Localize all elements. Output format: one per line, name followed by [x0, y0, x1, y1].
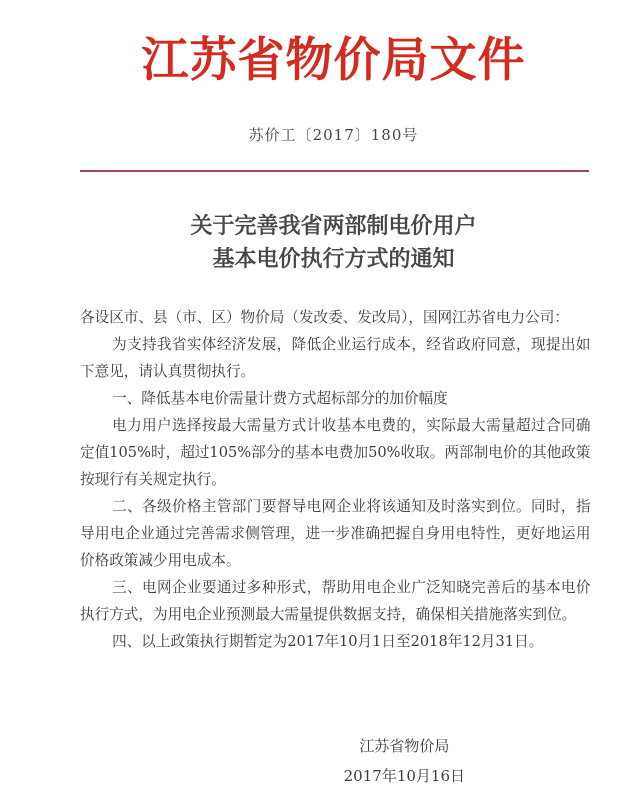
- red-divider-rule: [80, 170, 589, 172]
- notice-title-line-1: 关于完善我省两部制电价用户: [190, 213, 477, 239]
- signature-block: [344, 731, 465, 791]
- signature-date: 2017年10月16日: [343, 767, 465, 785]
- letterhead-title: 江苏省物价局文件: [141, 33, 526, 88]
- document-body: [80, 304, 591, 655]
- notice-title: [80, 210, 587, 276]
- salutation-line: 各设区市、县（市、区）物价局（发改委、发改局），国网江苏省电力公司：: [80, 309, 569, 326]
- body-paragraph-item-1-heading: 一、降低基本电价需量计费方式超标部分的加价幅度: [112, 390, 448, 407]
- notice-title-line-2: 基本电价执行方式的通知: [212, 246, 455, 272]
- doc-number: 苏价工〔2017〕180号: [248, 126, 419, 144]
- body-paragraph-item-2: 二、各级价格主管部门要督导电网企业将该通知及时落实到位。同时，指导用电企业通过完善需求侧管理，进一步准确把握自身用电特性，更好地运用价格政策减少用电成本。: [80, 498, 591, 569]
- body-paragraph-intro: 为支持我省实体经济发展，降低企业运行成本，经省政府同意，现提出如下意见，请认真贯彻执行。: [80, 336, 591, 380]
- body-paragraph-item-4: 四、以上政策执行期暂定为2017年10月1日至2018年12月31日。: [112, 633, 544, 650]
- signature-agency: 江苏省物价局: [359, 737, 450, 755]
- body-paragraph-item-1-detail: 电力用户选择按最大需量方式计收基本电费的，实际最大需量超过合同确定值105%时，超过105%部分的基本电费加50%收取。两部制电价的其他政策按现行有关规定执行。: [80, 417, 591, 488]
- body-paragraph-item-3: 三、电网企业要通过多种形式，帮助用电企业广泛知晓完善后的基本电价执行方式，为用电企业预测最大需量提供数据支持，确保相关措施落实到位。: [80, 579, 591, 623]
